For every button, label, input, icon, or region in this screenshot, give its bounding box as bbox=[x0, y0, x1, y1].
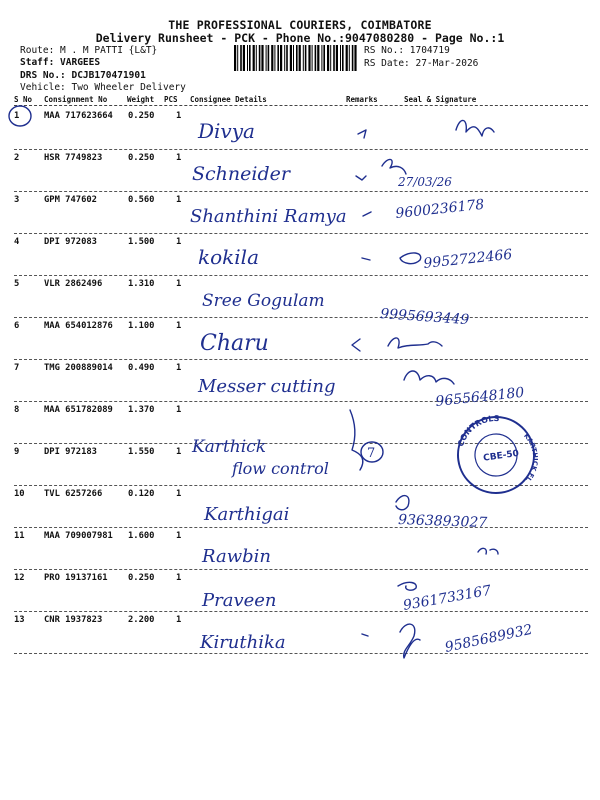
hand-name-2: Schneider bbox=[192, 163, 290, 185]
signature-6 bbox=[388, 338, 442, 348]
company-title: THE PROFESSIONAL COURIERS, COIMBATORE bbox=[168, 18, 432, 32]
hand-name-6: Charu bbox=[200, 331, 269, 356]
row-consignment-no: VLR 2862496 bbox=[44, 279, 103, 289]
signature-1 bbox=[456, 120, 494, 136]
row-consignment-no: MAA 717623664 bbox=[44, 111, 113, 121]
remark-tick-1 bbox=[358, 130, 366, 138]
signature-4 bbox=[400, 253, 421, 264]
hand-phone-2: 9952722466 bbox=[422, 246, 514, 272]
row-weight: 1.600 bbox=[128, 531, 155, 541]
hand-date: 27/03/26 bbox=[398, 175, 452, 189]
hand-name-12: Praveen bbox=[202, 590, 277, 611]
signature-12 bbox=[398, 582, 416, 590]
row-sno: 5 bbox=[14, 279, 20, 289]
row-pcs: 1 bbox=[176, 321, 182, 331]
row-pcs: 1 bbox=[176, 111, 182, 121]
staff-label: Staff: VARGEES bbox=[20, 57, 101, 68]
row-sno: 2 bbox=[14, 153, 20, 163]
row-weight: 0.250 bbox=[128, 111, 155, 121]
signature-11 bbox=[478, 548, 498, 554]
col-consignment: Consignment No bbox=[44, 95, 108, 104]
row-sno: 6 bbox=[14, 321, 20, 331]
rs-number: RS No.: 1704719 bbox=[364, 45, 450, 56]
hand-name-9: flow control bbox=[232, 459, 329, 478]
row-pcs: 1 bbox=[176, 405, 182, 415]
row-pcs: 1 bbox=[176, 363, 182, 373]
col-sno: S No bbox=[14, 95, 33, 104]
row-sno: 10 bbox=[14, 489, 25, 499]
row-weight: 1.370 bbox=[128, 405, 155, 415]
stamp-top-text: CONTROLS bbox=[456, 413, 500, 448]
row-weight: 0.560 bbox=[128, 195, 155, 205]
remark-tick-2 bbox=[356, 176, 366, 180]
row-consignment-no: TVL 6257266 bbox=[44, 489, 103, 499]
hand-phone-1: 9600236178 bbox=[394, 196, 486, 222]
row-consignment-no: HSR 7749823 bbox=[44, 153, 103, 163]
row-consignment-no: PRO 19137161 bbox=[44, 573, 108, 583]
remark-tick-13 bbox=[362, 634, 368, 636]
hand-name-10: Karthigai bbox=[204, 504, 290, 525]
signature-10 bbox=[396, 496, 409, 510]
row-consignment-no: DPI 972183 bbox=[44, 447, 97, 457]
row-sno: 8 bbox=[14, 405, 20, 415]
row-consignment-no: TMG 200889014 bbox=[44, 363, 113, 373]
remark-tick-6 bbox=[352, 339, 360, 351]
row-weight: 2.200 bbox=[128, 615, 155, 625]
hand-name-1: Divya bbox=[198, 119, 255, 143]
hand-name-13: Kiruthika bbox=[200, 632, 286, 653]
row-weight: 1.500 bbox=[128, 237, 155, 247]
row-sno: 12 bbox=[14, 573, 25, 583]
hand-name-4: kokila bbox=[198, 245, 259, 269]
row-consignment-no: MAA 654012876 bbox=[44, 321, 113, 331]
vehicle-label: Vehicle: Two Wheeler Delivery bbox=[20, 82, 186, 93]
route-label: Route: M . M PATTI {L&T} bbox=[20, 45, 158, 56]
runsheet-subtitle: Delivery Runsheet - PCK - Phone No.:9047080280 - Page No.:1 bbox=[95, 31, 505, 45]
row-pcs: 1 bbox=[176, 447, 182, 457]
row-weight: 1.100 bbox=[128, 321, 155, 331]
row-consignment-no: DPI 972083 bbox=[44, 237, 97, 247]
rs-date: RS Date: 27-Mar-2026 bbox=[364, 58, 479, 69]
col-pcs: PCS bbox=[164, 95, 178, 104]
col-consignee: Consignee Details bbox=[190, 95, 267, 104]
row-weight: 0.250 bbox=[128, 153, 155, 163]
signature-2 bbox=[382, 159, 406, 174]
col-weight: Weight bbox=[127, 95, 155, 104]
row-sno: 4 bbox=[14, 237, 20, 247]
row-sno: 13 bbox=[14, 615, 25, 625]
drs-label: DRS No.: DCJB170471901 bbox=[20, 70, 146, 81]
row-sno: 11 bbox=[14, 531, 25, 541]
row-weight: 0.490 bbox=[128, 363, 155, 373]
row-pcs: 1 bbox=[176, 489, 182, 499]
row-weight: 0.120 bbox=[128, 489, 155, 499]
hand-name-5: Sree Gogulam bbox=[202, 291, 325, 311]
col-remarks: Remarks bbox=[346, 95, 378, 104]
row-pcs: 1 bbox=[176, 573, 182, 583]
hand-name-8: Karthick bbox=[192, 437, 267, 457]
hand-name-3: Shanthini Ramya bbox=[190, 206, 347, 227]
row-consignment-no: MAA 651782089 bbox=[44, 405, 113, 415]
sno-circle-mark bbox=[9, 106, 31, 126]
row-pcs: 1 bbox=[176, 195, 182, 205]
hand-phone-4: 9655648180 bbox=[434, 384, 526, 410]
stamp-side-text: KARTHICK FLOW bbox=[522, 431, 540, 483]
row-consignment-no: GPM 747602 bbox=[44, 195, 97, 205]
col-seal-signature: Seal & Signature bbox=[404, 95, 477, 104]
row-pcs: 1 bbox=[176, 531, 182, 541]
remark-tick-3 bbox=[363, 212, 371, 216]
row-weight: 1.550 bbox=[128, 447, 155, 457]
row-sno: 3 bbox=[14, 195, 20, 205]
row-pcs: 1 bbox=[176, 153, 182, 163]
hand-name-7: Messer cutting bbox=[198, 376, 336, 397]
row-sno: 1 bbox=[14, 111, 20, 121]
signature-7 bbox=[404, 371, 454, 384]
stamp-center-text: CBE-50 bbox=[482, 448, 520, 464]
row-sno: 7 bbox=[14, 363, 20, 373]
bracket-mark bbox=[350, 410, 363, 470]
hand-phone-7: 9585689932 bbox=[443, 621, 534, 656]
hand-name-11: Rawbin bbox=[202, 546, 271, 567]
row-pcs: 1 bbox=[176, 237, 182, 247]
hand-phone-5: 9363893027 bbox=[397, 512, 488, 532]
row-weight: 1.310 bbox=[128, 279, 155, 289]
row-pcs: 1 bbox=[176, 615, 182, 625]
hand-circled-number: 7 bbox=[367, 446, 376, 461]
hand-phone-3: 9995693449 bbox=[379, 306, 470, 329]
row-consignment-no: MAA 709007981 bbox=[44, 531, 113, 541]
row-pcs: 1 bbox=[176, 279, 182, 289]
hand-phone-6: 9361733167 bbox=[401, 582, 493, 614]
row-weight: 0.250 bbox=[128, 573, 155, 583]
signature-13 bbox=[400, 624, 420, 658]
remark-tick-4 bbox=[362, 258, 370, 260]
row-sno: 9 bbox=[14, 447, 20, 457]
row-consignment-no: CNR 1937823 bbox=[44, 615, 103, 625]
